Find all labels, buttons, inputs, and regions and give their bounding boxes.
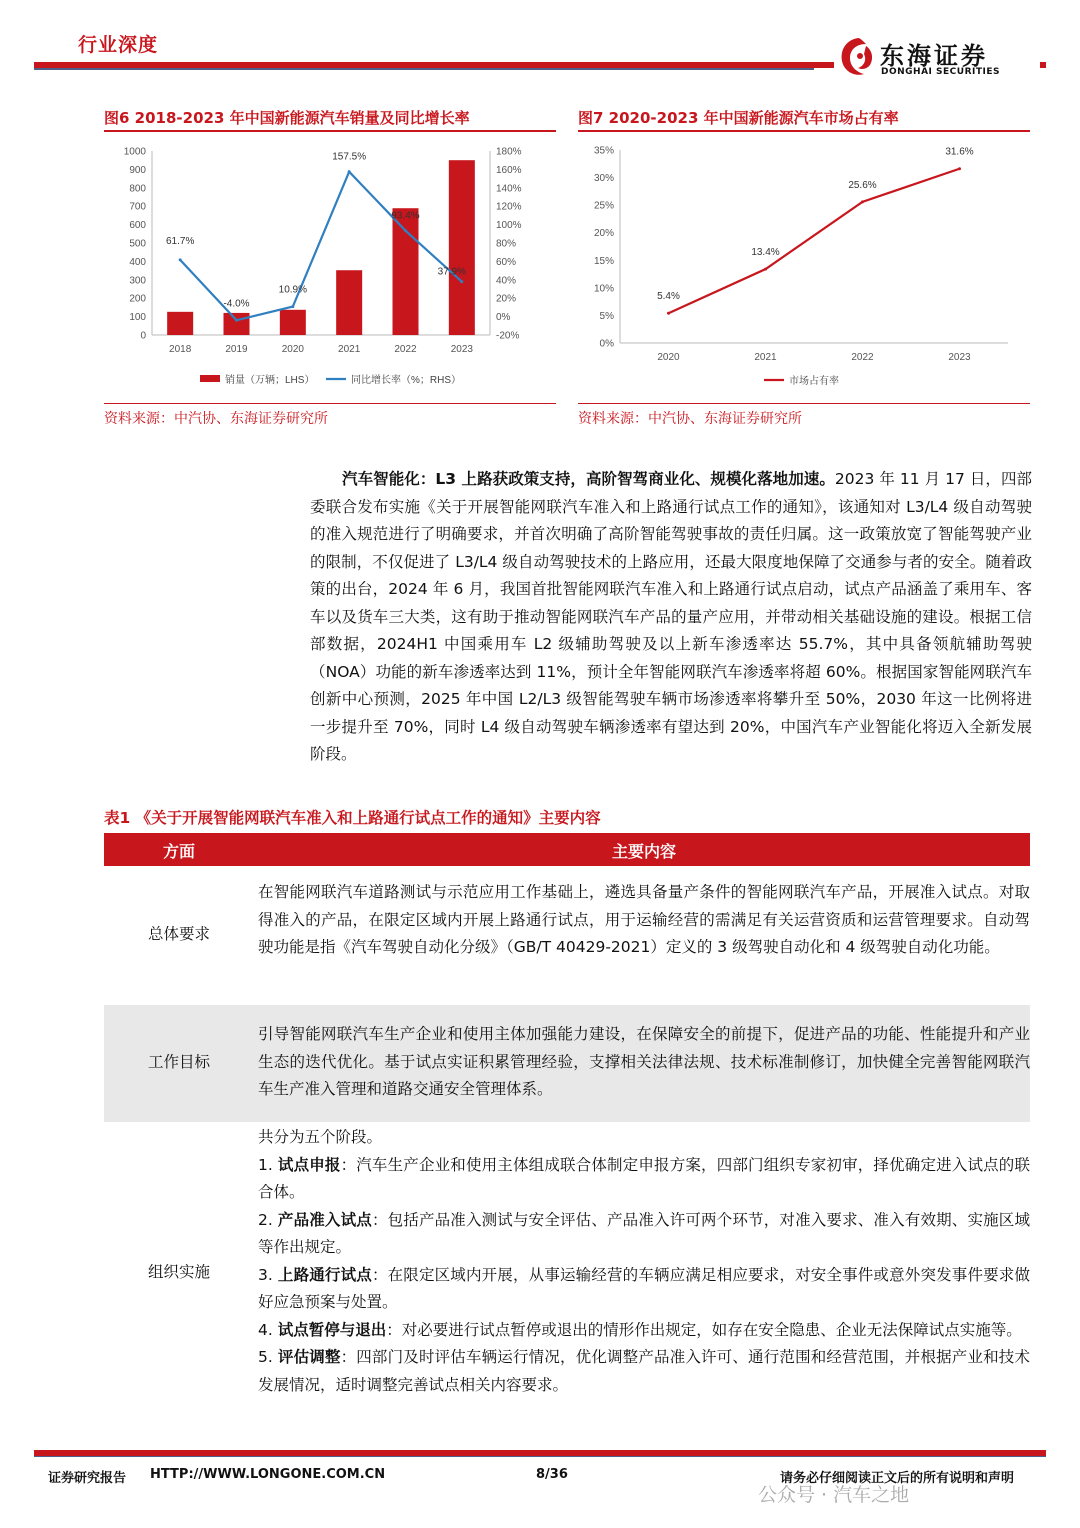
row-content: 引导智能网联汽车生产企业和使用主体加强能力建设，在保障安全的前提下，促进产品的功能、性能提升和产业生态的迭代优化。基于试点实证积累管理经验，支撑相关法律法规、技术标准制修订，加快健全完善智能网联汽车生产准入管理和道路交通安全管理体系。 xyxy=(258,1025,1030,1098)
y-left-tick-label: 300 xyxy=(129,275,146,287)
market-share-label: 5.4% xyxy=(657,291,680,303)
y-left-tick-label: 400 xyxy=(129,256,146,268)
y-left-tick-label: 1000 xyxy=(123,146,146,158)
logo-name-en: DONGHAI SECURITIES xyxy=(881,67,1000,77)
y-right-tick-label: 140% xyxy=(496,183,522,195)
market-share-point xyxy=(958,167,961,170)
body-text: 2023 年 11 月 17 日，四部委联合发布实施《关于开展智能网联汽车准入和上路通行试点工作的通知》，该通知对 L3/L4 级自动驾驶的准入规范进行了明确要求，并首次明确了高阶智能驾驶事故的责任归属。这一政策放宽了智能驾驶产业的限制，不仅促进了 L3/L4 级自动驾驶技术的上路应用，还最大限度地保障了交通参与者的安全。随着政策的出台，2024 年 6 月，我国首批智能网联汽车准入和上路通行试点启动，试点产品涵盖了乘用车、客车以及货车三大类，这有助于推动智能网联汽车产品的量产应用，并带动相关基础设施的建设。根据工信部数据，2024H1 中国乘用车 L2 级辅助驾驶及以上新车渗透率达 55.7%，其中具备领航辅助驾驶（NOA）功能的新车渗透率达到 11%，预计全年智能网联汽车渗透率将超 60%。根据国家智能网联汽车创新中心预测，2025 年中国 L2/L3 级智能驾驶车辆市场渗透率将攀升至 50%，2030 年这一比例将进一步提升至 70%，同时 L4 级自动驾驶车辆渗透率有望达到 20%，中国汽车产业智能化将迈入全新发展阶段。 xyxy=(310,470,1033,763)
row-content: 在智能网联汽车道路测试与示范应用工作基础上，遴选具备量产条件的智能网联汽车产品，开展准入试点。对取得准入的产品，在限定区域内开展上路通行试点，用于运输经营的需满足有关运营资质和运营管理要求。自动驾驶功能是指《汽车驾驶自动化分级》（GB/T 40429-2021）定义的 3 级驾驶自动化和 4 级驾驶自动化功能。 xyxy=(258,883,1030,956)
growth-rate-point xyxy=(348,170,351,173)
growth-rate-label: 61.7% xyxy=(165,235,195,247)
x-tick-label: 2020 xyxy=(281,344,304,355)
growth-rate-label: 37.9% xyxy=(437,266,467,278)
y-left-tick-label: 700 xyxy=(129,201,146,213)
legend-label-sales: 销量（万辆；LHS） xyxy=(225,375,315,386)
y-right-tick-label: 0% xyxy=(496,312,511,324)
y-left-tick-label: 0 xyxy=(140,330,146,342)
growth-rate-point xyxy=(179,258,182,261)
market-share-point xyxy=(667,312,670,315)
sales-bar xyxy=(449,160,475,335)
y-left-tick-label: 600 xyxy=(129,220,146,232)
footer-notice: 请务必仔细阅读正文后的所有说明和声明 xyxy=(780,1471,1015,1486)
watermark: 公众号 · 汽车之地 xyxy=(758,1484,910,1506)
figure6-bottom-rule xyxy=(104,403,556,404)
row-content xyxy=(258,1124,1030,1399)
x-tick-label: 2018 xyxy=(169,344,192,355)
table-title: 表1 《关于开展智能网联汽车准入和上路通行试点工作的通知》主要内容 xyxy=(104,809,601,827)
legend-label-growth: 同比增长率（%；RHS） xyxy=(351,375,462,386)
table-header xyxy=(104,833,1030,866)
figure6-top-rule xyxy=(104,130,556,132)
body-lead: 汽车智能化：L3 上路获政策支持，高阶智驾商业化、规模化落地加速。 xyxy=(342,470,835,488)
x-tick-label: 2023 xyxy=(948,352,971,363)
y-right-tick-label: -20% xyxy=(496,330,520,342)
row-intro: 共分为五个阶段。 xyxy=(258,1128,383,1146)
y-tick-label: 35% xyxy=(593,145,614,157)
sales-bar xyxy=(167,312,193,335)
row-aspect: 总体要求 xyxy=(147,925,210,943)
y-tick-label: 20% xyxy=(593,228,614,240)
stage-item: 1. 试点申报：汽车生产企业和使用主体组成联合体制定申报方案，四部门组织专家初审，择优确定进入试点的联合体。 xyxy=(258,1155,1030,1201)
table-row xyxy=(104,877,1030,995)
report-section-title: 行业深度 xyxy=(78,34,159,56)
y-tick-label: 5% xyxy=(599,310,614,322)
x-tick-label: 2019 xyxy=(225,344,248,355)
growth-rate-point xyxy=(404,229,407,232)
y-left-tick-label: 800 xyxy=(129,183,146,195)
y-left-tick-label: 900 xyxy=(129,164,146,176)
figure7-title: 图7 2020-2023 年中国新能源汽车市场占有率 xyxy=(578,109,899,127)
market-share-point xyxy=(861,200,864,203)
y-right-tick-label: 80% xyxy=(496,238,517,250)
y-right-tick-label: 20% xyxy=(496,293,517,305)
x-tick-label: 2021 xyxy=(754,352,777,363)
stage-item: 4. 试点暂停与退出：对必要进行试点暂停或退出的情形作出规定，如存在安全隐患、企业无法保障试点实施等。 xyxy=(258,1320,1022,1339)
market-share-point xyxy=(764,268,767,271)
footer-website-link[interactable]: HTTP://WWW.LONGONE.COM.CN xyxy=(150,1467,386,1482)
page-number: 8/36 xyxy=(536,1467,568,1482)
x-tick-label: 2021 xyxy=(338,344,361,355)
market-share-line xyxy=(669,169,960,313)
growth-rate-line xyxy=(180,172,462,321)
x-tick-label: 2022 xyxy=(394,344,417,355)
figure7-source: 资料来源：中汽协、东海证券研究所 xyxy=(578,411,802,427)
header-rule-secondary xyxy=(34,68,814,70)
market-share-label: 31.6% xyxy=(945,146,974,158)
table-header-content: 主要内容 xyxy=(611,842,676,861)
figure6-chart xyxy=(104,134,556,400)
y-tick-label: 10% xyxy=(593,283,614,295)
sales-bar xyxy=(393,208,419,335)
figure6-title: 图6 2018-2023 年中国新能源汽车销量及同比增长率 xyxy=(104,109,470,127)
row-aspect: 组织实施 xyxy=(147,1263,210,1281)
logo-name-cn: 东海证券 xyxy=(880,42,988,70)
market-share-label: 13.4% xyxy=(751,247,780,259)
table-row xyxy=(104,1005,1030,1122)
stage-item: 2. 产品准入试点：包括产品准入测试与安全评估、产品准入许可两个环节，对准入要求、准入有效期、实施区域等作出规定。 xyxy=(258,1210,1030,1256)
body-paragraph xyxy=(310,466,1032,769)
y-tick-label: 0% xyxy=(599,338,614,350)
x-tick-label: 2023 xyxy=(450,344,473,355)
sales-bar xyxy=(336,270,362,335)
y-tick-label: 15% xyxy=(593,255,614,267)
table-row xyxy=(104,1123,1030,1428)
growth-rate-point xyxy=(235,319,238,322)
x-tick-label: 2022 xyxy=(851,352,874,363)
dragon-logo-icon xyxy=(836,34,878,80)
stage-item: 3. 上路通行试点：在限定区域内开展，从事运输经营的车辆应满足相应要求，对安全事件或意外突发事件要求做好应急预案与处置。 xyxy=(258,1265,1030,1311)
footer-rule-secondary xyxy=(34,1456,1046,1457)
y-right-tick-label: 180% xyxy=(496,146,522,158)
market-share-label: 25.6% xyxy=(848,179,877,191)
growth-rate-label: -4.0% xyxy=(223,298,250,310)
growth-rate-label: 157.5% xyxy=(332,151,367,163)
row-aspect: 工作目标 xyxy=(147,1053,210,1071)
x-tick-label: 2020 xyxy=(657,352,680,363)
y-right-tick-label: 40% xyxy=(496,275,517,287)
sales-bar xyxy=(224,313,250,335)
y-left-tick-label: 200 xyxy=(129,293,146,305)
table-header-aspect: 方面 xyxy=(162,842,195,861)
growth-rate-point xyxy=(291,305,294,308)
footer-label: 证券研究报告 xyxy=(48,1471,127,1486)
growth-rate-point xyxy=(460,280,463,283)
y-tick-label: 30% xyxy=(593,173,614,185)
y-tick-label: 25% xyxy=(593,200,614,212)
growth-rate-label: 93.4% xyxy=(391,210,420,222)
stage-item: 5. 评估调整：四部门及时评估车辆运行情况，优化调整产品准入许可、通行范围和经营范围，并根据产业和技术发展情况，适时调整完善试点相关内容要求。 xyxy=(258,1348,1030,1394)
y-right-tick-label: 100% xyxy=(496,220,522,232)
figure6-source: 资料来源：中汽协、东海证券研究所 xyxy=(104,411,328,427)
y-right-tick-label: 60% xyxy=(496,256,517,268)
y-left-tick-label: 500 xyxy=(129,238,146,250)
figure7-chart xyxy=(578,134,1030,400)
growth-rate-label: 10.9% xyxy=(278,284,308,296)
figure7-top-rule xyxy=(578,130,1030,132)
legend-label-share: 市场占有率 xyxy=(789,376,839,387)
y-right-tick-label: 160% xyxy=(496,164,522,176)
figure7-bottom-rule xyxy=(578,403,1030,404)
y-right-tick-label: 120% xyxy=(496,201,522,213)
y-left-tick-label: 100 xyxy=(129,312,146,324)
legend-swatch-sales xyxy=(200,375,220,382)
sales-bar xyxy=(280,310,306,335)
